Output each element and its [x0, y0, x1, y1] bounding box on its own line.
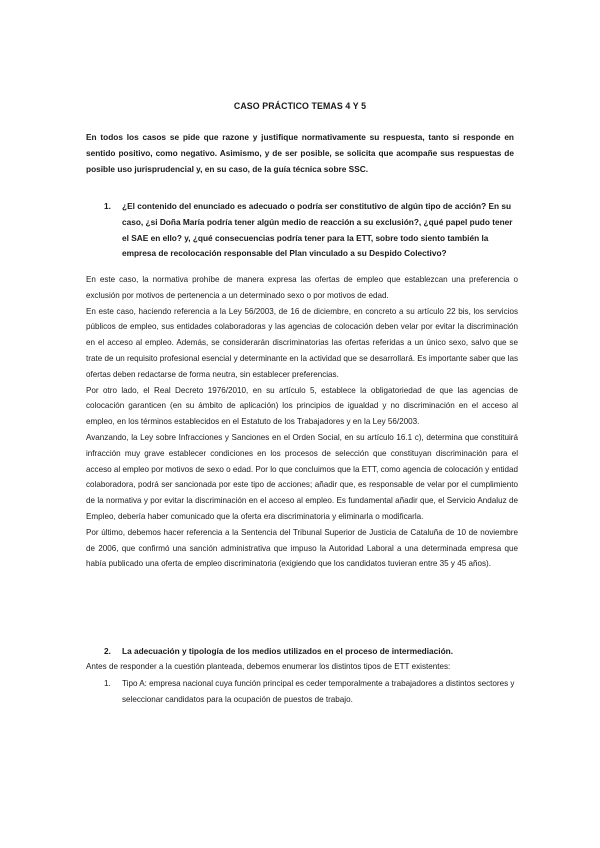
list-item-number: 1.: [104, 679, 111, 688]
answer-1-paragraph: Por último, debemos hacer referencia a la Sentencia del Tribunal Superior de Justicia de Cataluña de 10 de noviembre de 2006, que confirmó una sanción administrativa que impuso la Autoridad Laboral a una determinada empresa que había publicado una oferta de empleo discriminatoria (exigiendo que los candidatos tuvieran entre 35 y 45 años).: [86, 527, 518, 569]
answer-1-paragraph: En este caso, la normativa prohíbe de manera expresa las ofertas de empleo que establezcan una preferencia o exclusión por motivos de pertenencia a un determinado sexo o por motivos de edad.: [86, 275, 518, 300]
list-item: [104, 676, 518, 708]
question-1-text: ¿El contenido del enunciado es adecuado o podría ser constitutivo de algún tipo de acción? En su caso, ¿si Doña María podría tener algún medio de reacción a su exclusión?, ¿qué papel pudo tener el SAE en ello? y, ¿qué consecuencias podría tener para la ETT, sobre todo siento también la empresa de recolocación responsable del Plan vinculado a su Despido Colectivo?: [122, 201, 513, 259]
answer-1-paragraph: Por otro lado, el Real Decreto 1976/2010, en su artículo 5, establece la obligatoriedad de que las agencias de colocación garanticen (en su ámbito de aplicación) los principios de igualdad y no discriminación en el acceso al empleo, en los términos establecidos en el Estatuto de los Trabajadores y en la Ley 56/2003.: [86, 385, 518, 427]
intro-paragraph: En todos los casos se pide que razone y justifique normativamente su respuesta, tanto si responde en sentido positivo, como negativo. Asimismo, y de ser posible, se solicita que acompañe sus respuestas de posible uso jurisprudencial y, en su caso, de la guía técnica sobre SSC.: [86, 132, 514, 174]
list-item-text: Tipo A: empresa nacional cuya función principal es ceder temporalmente a trabajadores a distintos sectores y seleccionar candidatos para la ocupación de puestos de trabajo.: [122, 679, 515, 704]
answer-1-paragraph: En este caso, haciendo referencia a la Ley 56/2003, de 16 de diciembre, en concreto a su artículo 22 bis, los servicios públicos de empleo, sus entidades colaboradoras y las agencias de colocación deben velar por evitar la discriminación en el acceso al empleo. Además, se considerarán discriminatorias las ofertas referidas a un único sexo, salvo que se trate de un requisito profesional esencial y determinante en la actividad que se desarrollará. Es importante saber que las ofertas deben redactarse de forma neutra, sin establecer preferencias.: [86, 306, 518, 379]
question-2: [104, 643, 518, 659]
question-1: [104, 199, 518, 262]
question-2-number: 2.: [104, 646, 111, 656]
question-1-number: 1.: [104, 201, 111, 211]
answer-1: [86, 272, 518, 572]
question-2-text: La adecuación y tipología de los medios utilizados en el proceso de intermediación.: [122, 646, 454, 656]
answer-1-paragraph: Avanzando, la Ley sobre Infracciones y Sanciones en el Orden Social, en su artículo 16.1 c), determina que constituirá infracción muy grave establecer condiciones en los procesos de selección que constituyan discriminación para el acceso al empleo por motivos de sexo o edad. Por lo que concluimos que la ETT, como agencia de colocación y entidad colaboradora, podrá ser sancionada por este tipo de acciones; añadir que, es responsable de velar por el cumplimiento de la normativa y por evitar la discriminación en el acceso al empleo. Es fundamental añadir que, el Servicio Andaluz de Empleo, debería haber comunicado que la oferta era discriminatoria y eliminarla o modificarla.: [86, 432, 518, 521]
answer-2-intro: Antes de responder a la cuestión planteada, debemos enumerar los distintos tipos de ETT existentes:: [86, 662, 451, 671]
document-title: CASO PRÁCTICO TEMAS 4 Y 5: [233, 101, 367, 111]
